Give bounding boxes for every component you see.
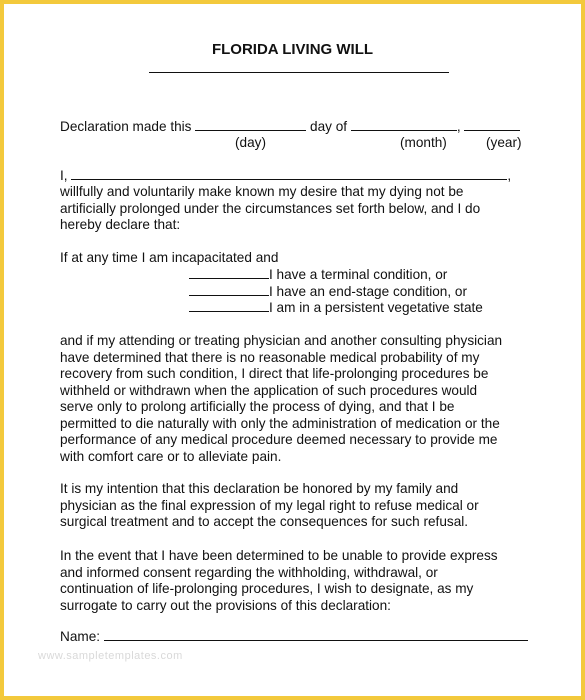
paragraph-line: surrogate to carry out the provisions of this declaration: <box>60 597 391 613</box>
declarant-prefix: I, <box>60 168 68 183</box>
paragraph-line: In the event that I have been determined to be unable to provide express <box>60 548 498 563</box>
paragraph-line: performance of any medical procedure deemed necessary to provide me <box>60 432 498 447</box>
surrogate-name-line <box>60 628 528 646</box>
intro-paragraph <box>60 184 535 234</box>
declarant-comma: , <box>507 168 512 183</box>
surrogate-paragraph <box>60 548 535 614</box>
paragraph-line: permitted to die naturally with only the administration of medication or the <box>60 415 500 431</box>
condition-terminal-blank[interactable] <box>189 266 269 279</box>
condition-vegetative-label: I am in a persistent vegetative state <box>269 300 483 315</box>
declaration-day-of: day of <box>310 119 348 134</box>
name-label: Name: <box>60 629 101 644</box>
document-title: FLORIDA LIVING WILL <box>211 41 374 58</box>
surrogate-name-blank[interactable] <box>104 628 528 641</box>
conditions-lead: If at any time I am incapacitated and <box>60 250 279 265</box>
document-page <box>4 4 581 696</box>
condition-terminal-label: I have a terminal condition, or <box>269 267 448 282</box>
paragraph-line: surgical treatment and to accept the consequences for such refusal. <box>60 514 469 529</box>
paragraph-line: and informed consent regarding the withholding, withdrawal, or <box>60 564 438 580</box>
year-blank[interactable] <box>464 118 520 131</box>
title-underline <box>149 72 449 73</box>
paragraph-line: continuation of life-prolonging procedures, I wish to designate, as my <box>60 581 474 596</box>
condition-end-stage-blank[interactable] <box>189 283 269 296</box>
label-month: (month) <box>400 135 447 150</box>
paragraph-line: and if my attending or treating physician and another consulting physician <box>60 333 503 348</box>
condition-vegetative <box>189 299 483 317</box>
month-blank[interactable] <box>351 118 457 131</box>
condition-end-stage-label: I have an end-stage condition, or <box>269 284 467 299</box>
declaration-comma: , <box>456 119 461 134</box>
paragraph-line: have determined that there is no reasonable medical probability of my <box>60 349 480 365</box>
declarant-name-blank[interactable] <box>71 167 507 180</box>
paragraph-line: serve only to prolong artificially the process of dying, and that I be <box>60 399 455 414</box>
paragraph-line: It is my intention that this declaration be honored by my family and <box>60 481 459 496</box>
condition-vegetative-blank[interactable] <box>189 299 269 312</box>
intention-paragraph <box>60 481 535 531</box>
paragraph-line: recovery from such condition, I direct that life-prolonging procedures be <box>60 366 489 381</box>
paragraph-line: physician as the final expression of my legal right to refuse medical or <box>60 497 479 513</box>
declaration-prefix: Declaration made this <box>60 119 192 134</box>
paragraph-line: with comfort care or to alleviate pain. <box>60 448 282 464</box>
watermark: www.sampletemplates.com <box>38 650 183 662</box>
physician-paragraph <box>60 333 535 465</box>
intro-line: hereby declare that: <box>60 217 181 232</box>
declaration-line <box>60 118 520 136</box>
intro-line: willfully and voluntarily make known my desire that my dying not be <box>60 184 464 199</box>
declarant-line <box>60 167 511 185</box>
day-blank[interactable] <box>195 118 306 131</box>
condition-terminal <box>189 266 447 284</box>
label-day: (day) <box>235 135 266 150</box>
paragraph-line: withheld or withdrawn when the application of such procedures would <box>60 382 478 398</box>
intro-line: artificially prolonged under the circumstances set forth below, and I do <box>60 200 481 216</box>
condition-end-stage <box>189 283 467 301</box>
label-year: (year) <box>486 135 522 150</box>
